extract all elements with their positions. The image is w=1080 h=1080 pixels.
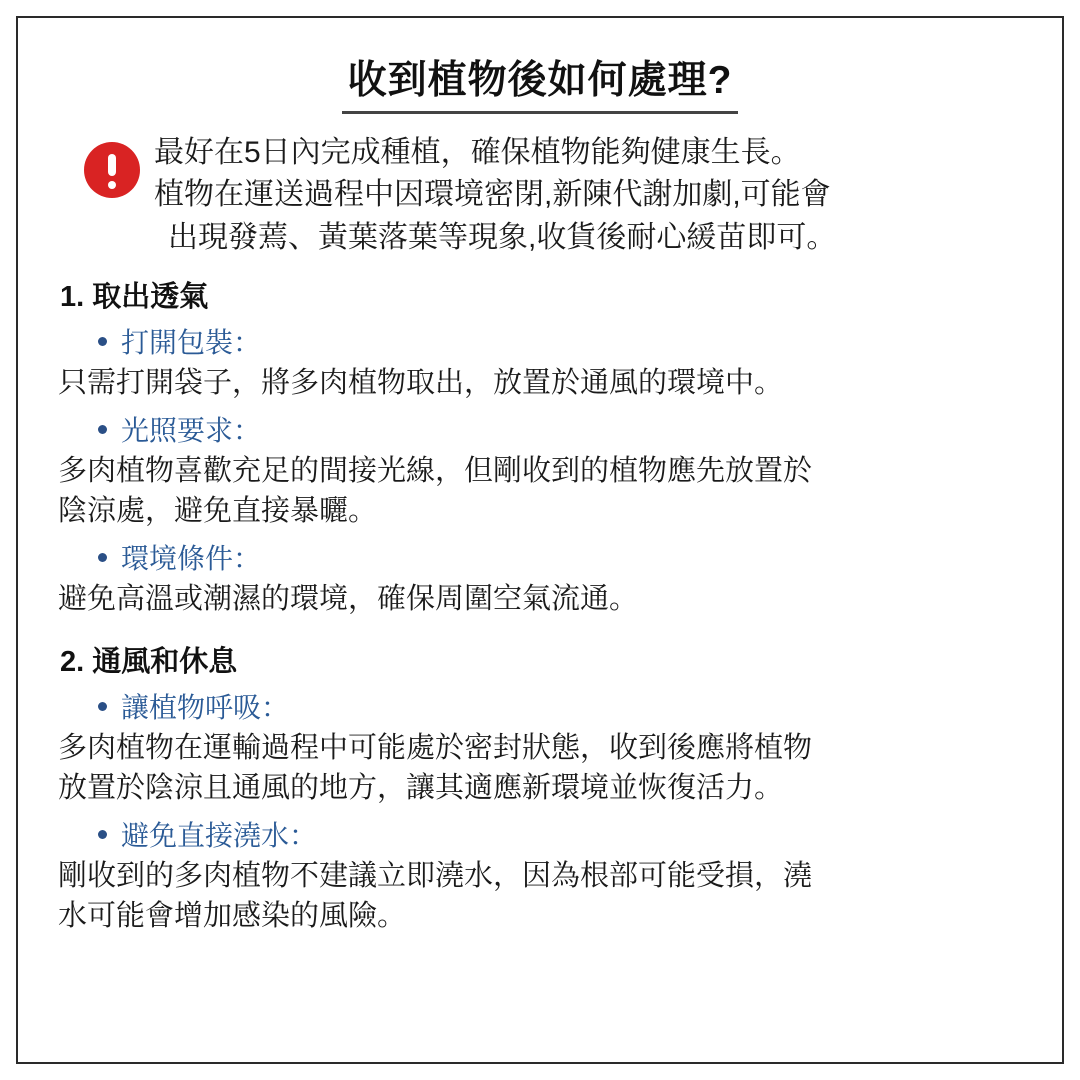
notice-line-1: 最好在5日內完成種植，確保植物能夠健康生長。 [154,135,801,169]
section-1-item-3-label-row [98,537,1028,577]
body-line: 剛收到的多肉植物不建議立即澆水，因為根部可能受損，澆 [58,859,813,892]
body-line: 水可能會增加感染的風險。 [58,899,407,932]
alert-icon-bar [108,154,116,176]
notice-text [154,130,1028,260]
section-2-item-1-body [58,728,1028,808]
section-1-item-1-body [58,363,1028,403]
section-2-item-1-label: 讓植物呼吸： [121,691,290,723]
content-frame [16,16,1064,1064]
notice-line-3: 出現發蔫、黃葉落葉等現象,收貨後耐心緩苗即可。 [168,220,837,254]
section-1-item-3-label: 環境條件： [121,542,262,574]
bullet-dot-icon [98,337,107,346]
body-line: 放置於陰涼且通風的地方，讓其適應新環境並恢復活力。 [58,771,784,804]
body-line: 只需打開袋子，將多肉植物取出，放置於通風的環境中。 [58,366,784,399]
bullet-dot-icon [98,702,107,711]
body-line: 陰涼處，避免直接暴曬。 [58,494,378,527]
section-1 [52,274,1028,619]
section-1-item-2-body [58,451,1028,531]
alert-exclamation-icon [84,142,140,198]
section-1-heading: 1. 取出透氣 [60,280,209,313]
section-1-item-1-label-row [98,321,1028,361]
alert-icon-dot [108,181,116,189]
notice-block [52,130,1028,260]
section-1-item-2-label: 光照要求： [121,414,262,446]
bullet-dot-icon [98,830,107,839]
section-2-heading: 2. 通風和休息 [60,645,238,678]
notice-line-2: 植物在運送過程中因環境密閉,新陳代謝加劇,可能會 [154,178,831,212]
page-title: 收到植物後如何處理? [342,58,739,114]
bullet-dot-icon [98,553,107,562]
body-line: 避免高溫或潮濕的環境，確保周圍空氣流通。 [58,582,639,615]
section-2-item-2-body [58,856,1028,936]
section-2-item-2-label: 避免直接澆水： [121,819,318,851]
section-1-item-3-body [58,579,1028,619]
body-line: 多肉植物喜歡充足的間接光線，但剛收到的植物應先放置於 [58,454,813,487]
section-2-item-2-label-row [98,814,1028,854]
section-1-item-2-label-row [98,409,1028,449]
page-title-wrap [52,58,1028,114]
bullet-dot-icon [98,425,107,434]
section-2-item-1-label-row [98,686,1028,726]
section-2 [52,639,1028,936]
body-line: 多肉植物在運輸過程中可能處於密封狀態，收到後應將植物 [58,731,813,764]
section-1-item-1-label: 打開包裝： [121,326,262,358]
